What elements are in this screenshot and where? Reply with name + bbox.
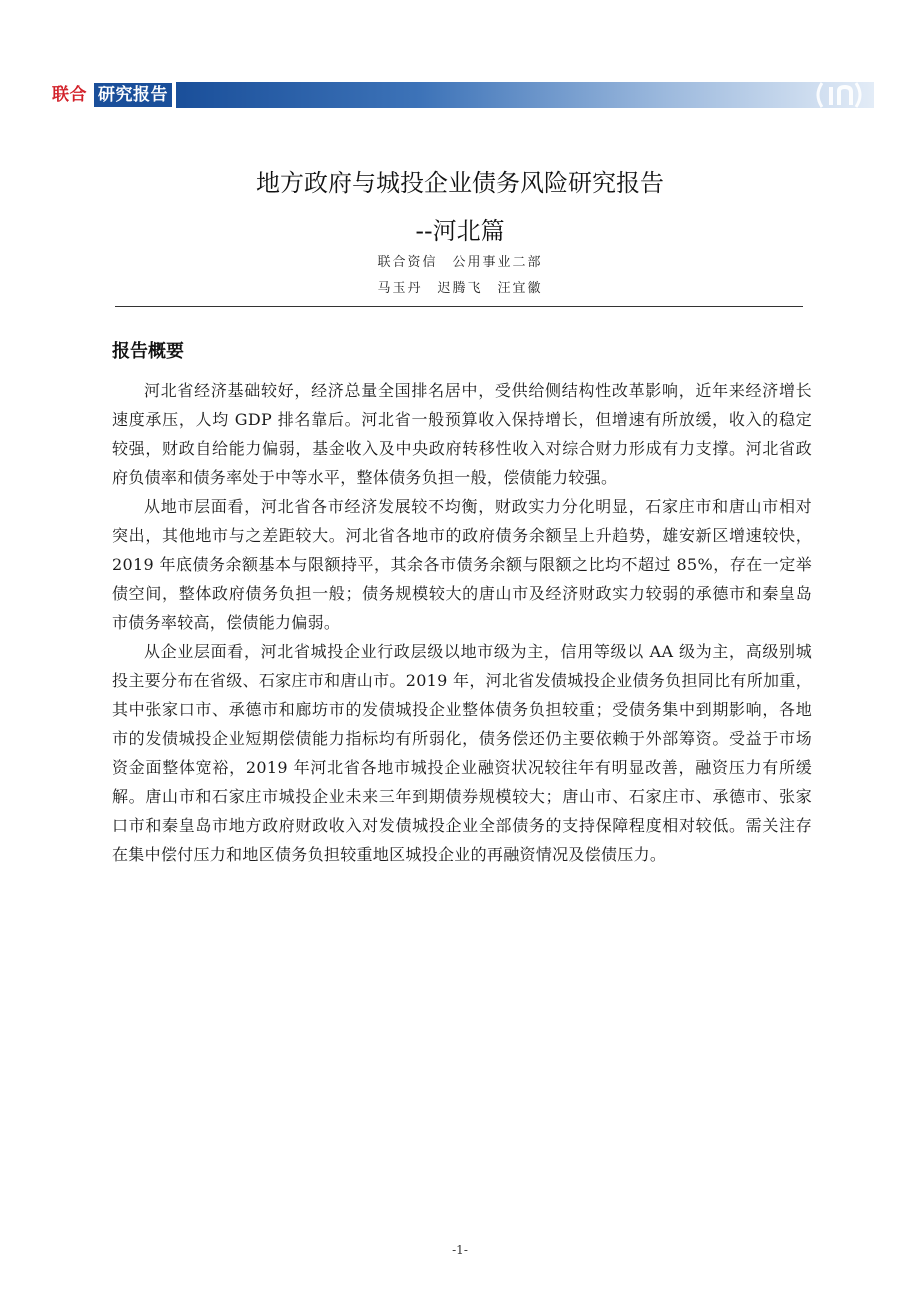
company-logo-icon bbox=[812, 82, 866, 108]
section-heading-summary: 报告概要 bbox=[112, 341, 184, 362]
summary-paragraph-2: 从地市层面看，河北省各市经济发展较不均衡，财政实力分化明显，石家庄市和唐山市相对突出，其他地市与之差距较大。河北省各地市的政府债务余额呈上升趋势，雄安新区增速较快，2019 年底债务余额基本与限额持平，其余各市债务余额与限额之比均不超过 85%，存在一定举债空间，整体政府债务负担一般；债务规模较大的唐山市及经济财政实力较弱的承德市和秦皇岛市债务率较高，偿债能力偏弱。 bbox=[112, 497, 812, 632]
summary-paragraph-3: 从企业层面看，河北省城投企业行政层级以地市级为主，信用等级以 AA 级为主，高级别城投主要分布在省级、石家庄市和唐山市。2019 年，河北省发债城投企业债务负担同比有所加重，其中张家口市、承德市和廊坊市的发债城投企业整体债务负担较重；受债务集中到期影响，各地市的发债城投企业短期偿债能力指标均有所弱化，债务偿还仍主要依赖于外部筹资。受益于市场资金面整体宽裕，2019 年河北省各地市城投企业融资状况较往年有明显改善，融资压力有所缓解。唐山市和石家庄市城投企业未来三年到期债券规模较大；唐山市、石家庄市、承德市、张家口市和秦皇岛市地方政府财政收入对发债城投企业全部债务的支持保障程度相对较低。需关注存在集中偿付压力和地区债务负担较重地区城投企业的再融资情况及偿债压力。 bbox=[112, 642, 812, 864]
report-subtitle: --河北篇 bbox=[415, 217, 505, 245]
brand-name-red: 联合 bbox=[52, 85, 87, 105]
report-title: 地方政府与城投企业债务风险研究报告 bbox=[256, 169, 664, 197]
header-gradient-band bbox=[176, 82, 874, 108]
brand-name-blue: 研究报告 bbox=[94, 83, 172, 107]
page-number: -1- bbox=[452, 1243, 468, 1257]
summary-paragraph-1: 河北省经济基础较好，经济总量全国排名居中，受供给侧结构性改革影响，近年来经济增长速度承压，人均 GDP 排名靠后。河北省一般预算收入保持增长，但增速有所放缓，收入的稳定较强，财政自给能力偏弱，基金收入及中央政府转移性收入对综合财力形成有力支撑。河北省政府负债率和债务率处于中等水平，整体债务负担一般，偿债能力较强。 bbox=[112, 381, 812, 487]
title-divider bbox=[115, 306, 803, 307]
byline-organization: 联合资信 公用事业二部 bbox=[377, 255, 543, 270]
byline-authors: 马玉丹 迟腾飞 汪宜徽 bbox=[377, 281, 543, 296]
summary-body bbox=[112, 376, 812, 869]
report-header-bar bbox=[52, 80, 874, 110]
